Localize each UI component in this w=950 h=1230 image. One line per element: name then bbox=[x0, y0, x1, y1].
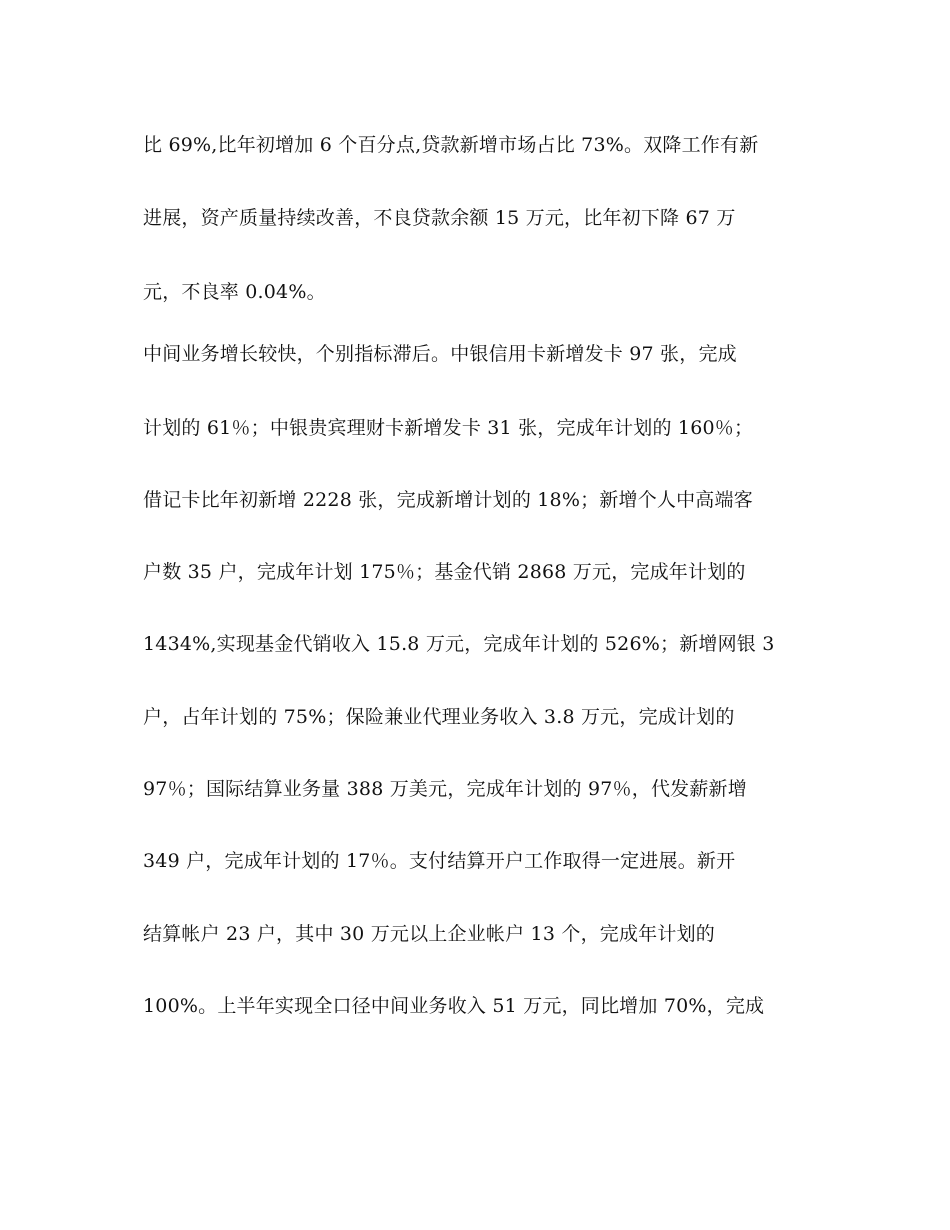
text-line-4: 中间业务增长较快，个别指标滞后。中银信用卡新增发卡 97 张，完成 bbox=[143, 343, 737, 365]
text-line-7: 户数 35 户，完成年计划 175％；基金代销 2868 万元，完成年计划的 bbox=[143, 561, 746, 583]
text-line-6: 借记卡比年初新增 2228 张，完成新增计划的 18%；新增个人中高端客 bbox=[143, 489, 753, 511]
text-line-1: 比 69%,比年初增加 6 个百分点,贷款新增市场占比 73%。双降工作有新 bbox=[143, 134, 759, 156]
text-line-13: 100%。上半年实现全口径中间业务收入 51 万元，同比增加 70%，完成 bbox=[143, 995, 765, 1017]
text-line-11: 349 户，完成年计划的 17％。支付结算开户工作取得一定进展。新开 bbox=[143, 850, 736, 872]
text-line-5: 计划的 61％；中银贵宾理财卡新增发卡 31 张，完成年计划的 160％； bbox=[143, 417, 754, 439]
text-line-12: 结算帐户 23 户，其中 30 万元以上企业帐户 13 个，完成年计划的 bbox=[143, 923, 715, 945]
text-line-10: 97％；国际结算业务量 388 万美元，完成年计划的 97％，代发薪新增 bbox=[143, 778, 747, 800]
text-line-2: 进展，资产质量持续改善，不良贷款余额 15 万元，比年初下降 67 万 bbox=[143, 207, 736, 229]
text-line-3: 元，不良率 0.04%。 bbox=[143, 281, 326, 303]
text-line-8: 1434%,实现基金代销收入 15.8 万元，完成年计划的 526%；新增网银 3 bbox=[143, 633, 775, 655]
text-line-9: 户，占年计划的 75%；保险兼业代理业务收入 3.8 万元，完成计划的 bbox=[143, 706, 735, 728]
